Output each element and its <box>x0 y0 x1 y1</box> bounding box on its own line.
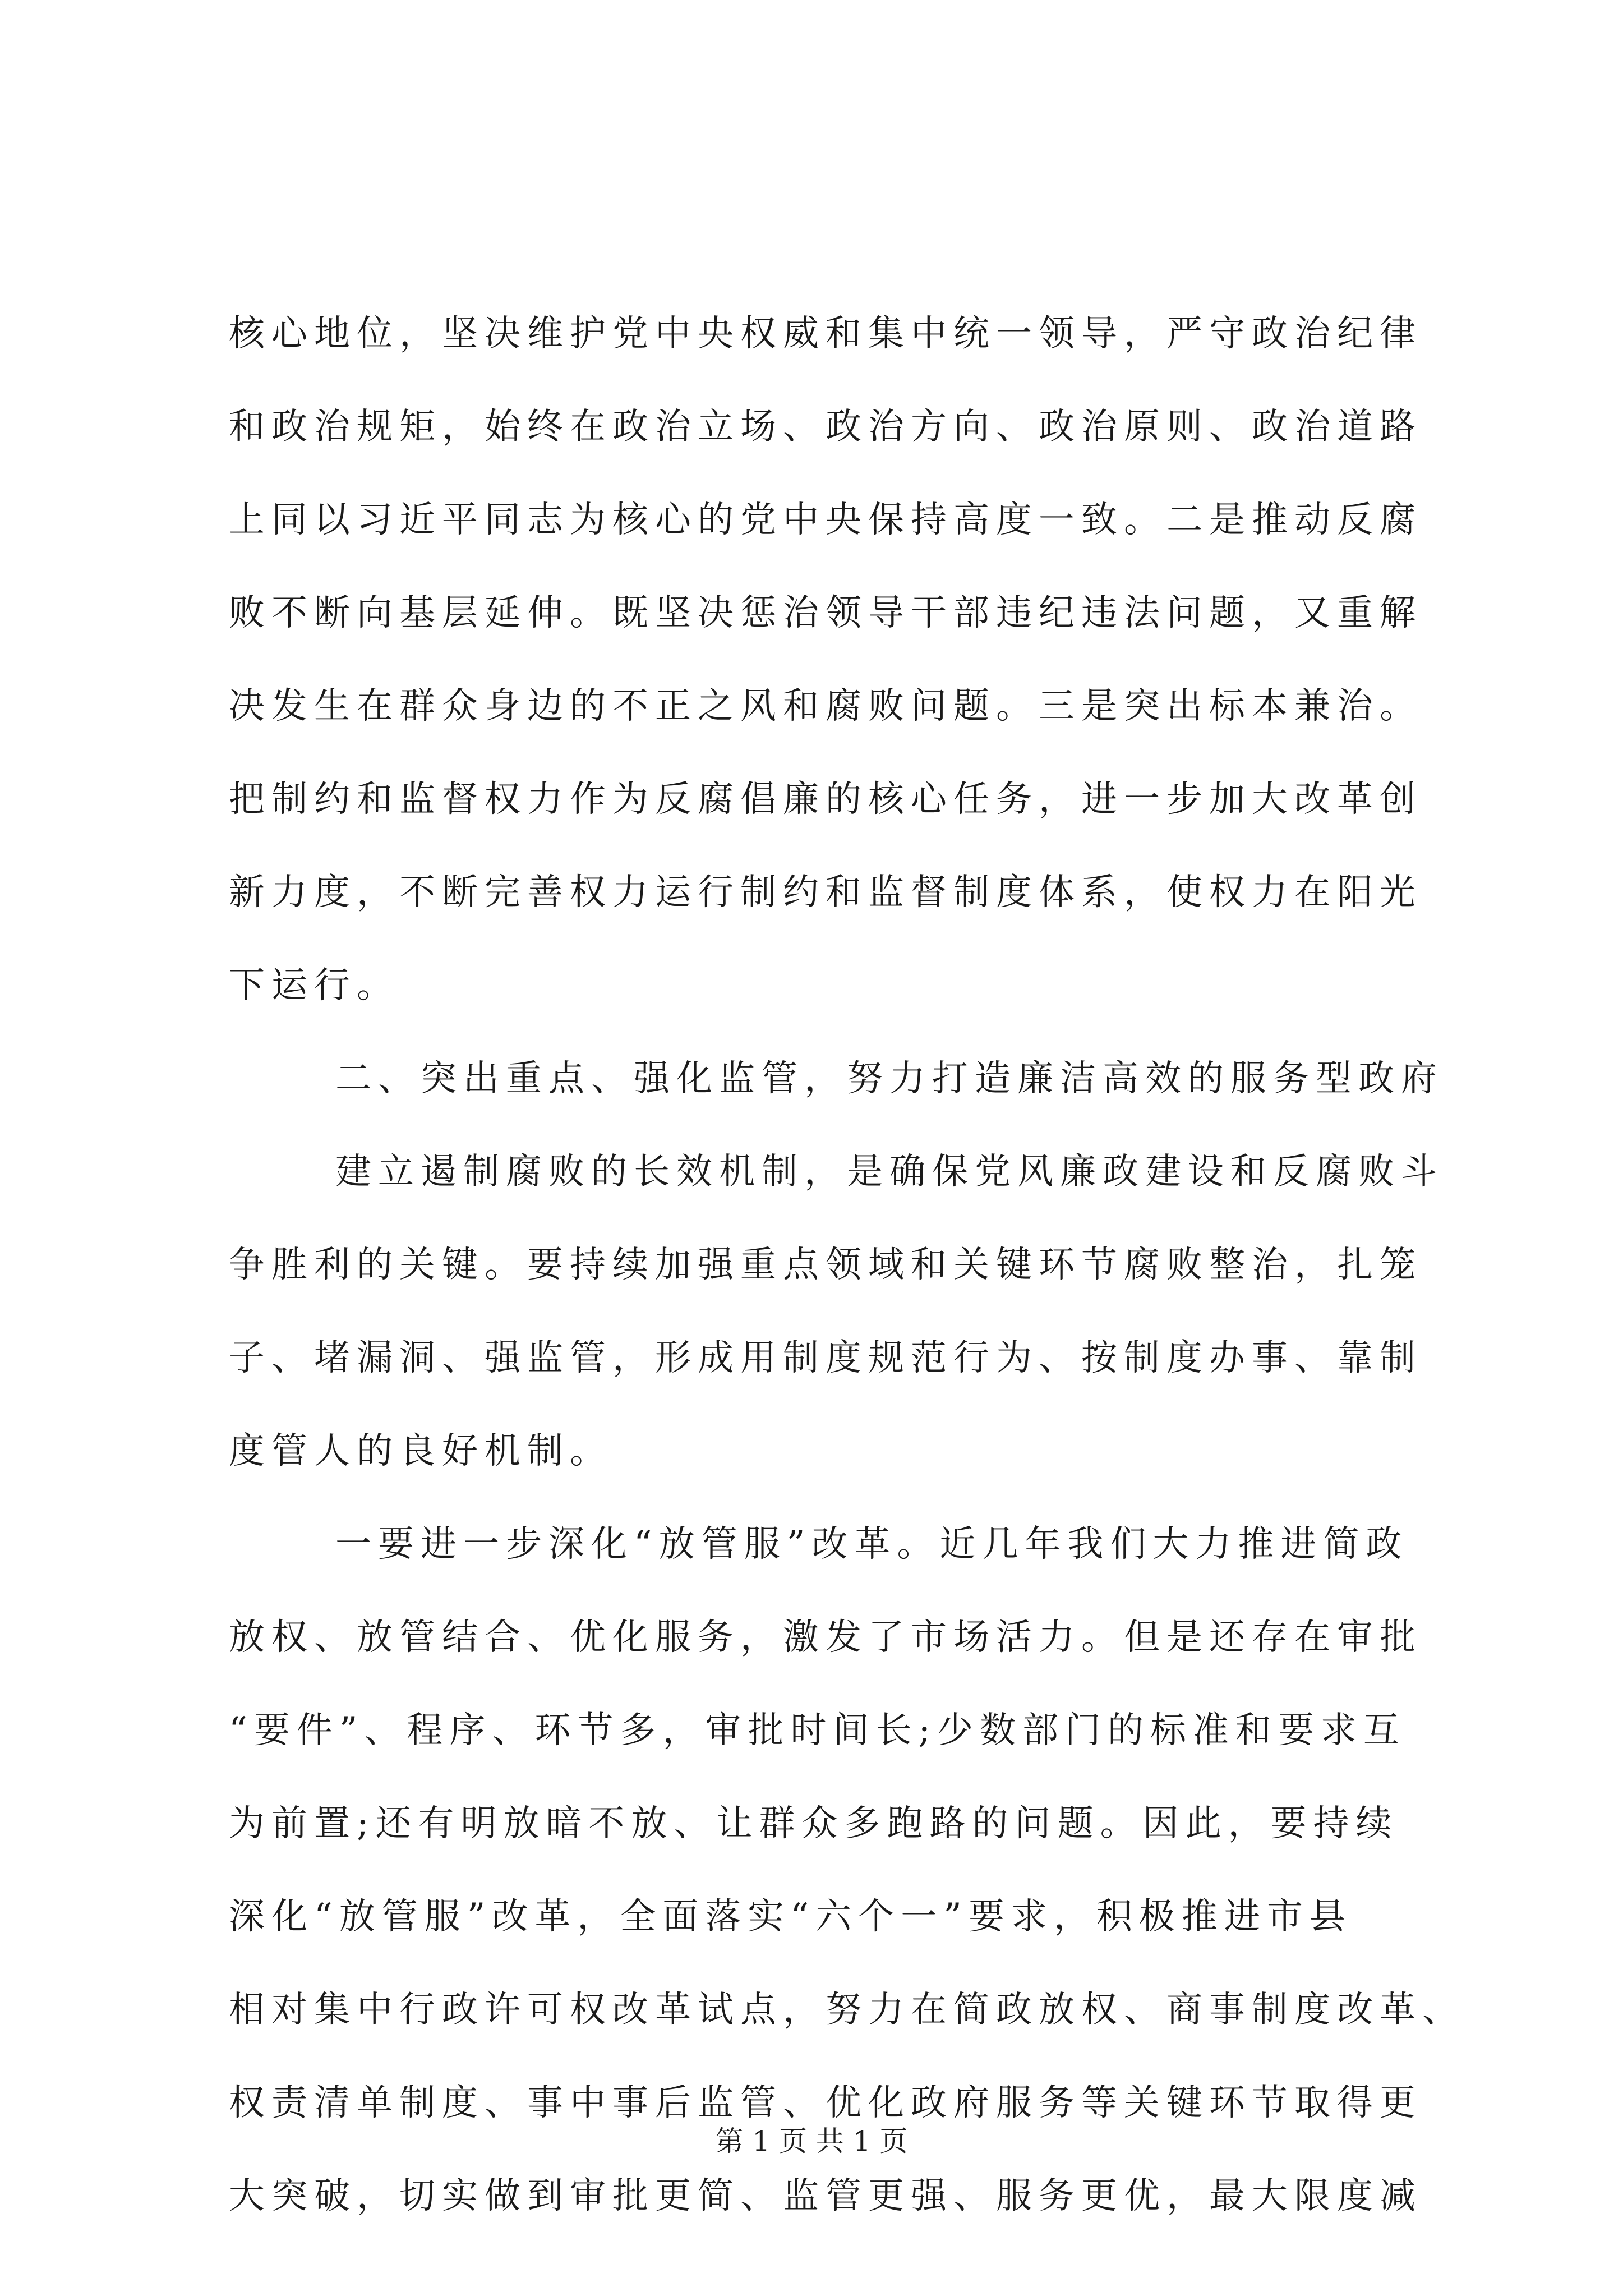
text-line: 败不断向基层延伸。既坚决惩治领导干部违纪违法问题，又重解 <box>229 592 1422 634</box>
text-line: 把制约和监督权力作为反腐倡廉的核心任务，进一步加大改革创 <box>229 779 1422 820</box>
text-line: 核心地位，坚决维护党中央权威和集中统一领导，严守政治纪律 <box>229 313 1422 355</box>
text-line: 上同以习近平同志为核心的党中央保持高度一致。二是推动反腐 <box>229 499 1422 541</box>
text-line: 为前置;还有明放暗不放、让群众多跑路的问题。因此，要持续 <box>229 1803 1399 1844</box>
paragraph-start-line: 一要进一步深化“放管服”改革。近几年我们大力推进简政 <box>335 1524 1409 1565</box>
text-line: 决发生在群众身边的不正之风和腐败问题。三是突出标本兼治。 <box>229 685 1422 727</box>
text-line: 争胜利的关键。要持续加强重点领域和关键环节腐败整治，扎笼 <box>229 1244 1422 1286</box>
page-footer: 第 1 页 共 1 页 <box>715 2125 908 2157</box>
paragraph-start-line: 建立遏制腐败的长效机制，是确保党风廉政建设和反腐败斗 <box>335 1151 1444 1193</box>
text-line: 子、堵漏洞、强监管，形成用制度规范行为、按制度办事、靠制 <box>229 1337 1422 1379</box>
text-line: 下运行。 <box>229 965 399 1006</box>
text-line: 权责清单制度、事中事后监管、优化政府服务等关键环节取得更 <box>229 2082 1422 2124</box>
document-body <box>229 287 1465 2243</box>
text-line: 放权、放管结合、优化服务，激发了市场活力。但是还存在审批 <box>229 1617 1422 1658</box>
section-heading: 二、突出重点、强化监管，努力打造廉洁高效的服务型政府 <box>335 1058 1444 1099</box>
text-line: 大突破，切实做到审批更简、监管更强、服务更优，最大限度减 <box>229 2175 1422 2217</box>
text-line: 深化“放管服”改革，全面落实“六个一”要求，积极推进市县 <box>229 1896 1352 1938</box>
text-line: 度管人的良好机制。 <box>229 1430 612 1472</box>
text-line: 相对集中行政许可权改革试点，努力在简政放权、商事制度改革、 <box>229 1989 1465 2031</box>
text-line: “要件”、程序、环节多，审批时间长;少数部门的标准和要求互 <box>229 1710 1406 1751</box>
text-line: 新力度，不断完善权力运行制约和监督制度体系，使权力在阳光 <box>229 872 1422 913</box>
text-line: 和政治规矩，始终在政治立场、政治方向、政治原则、政治道路 <box>229 406 1422 448</box>
